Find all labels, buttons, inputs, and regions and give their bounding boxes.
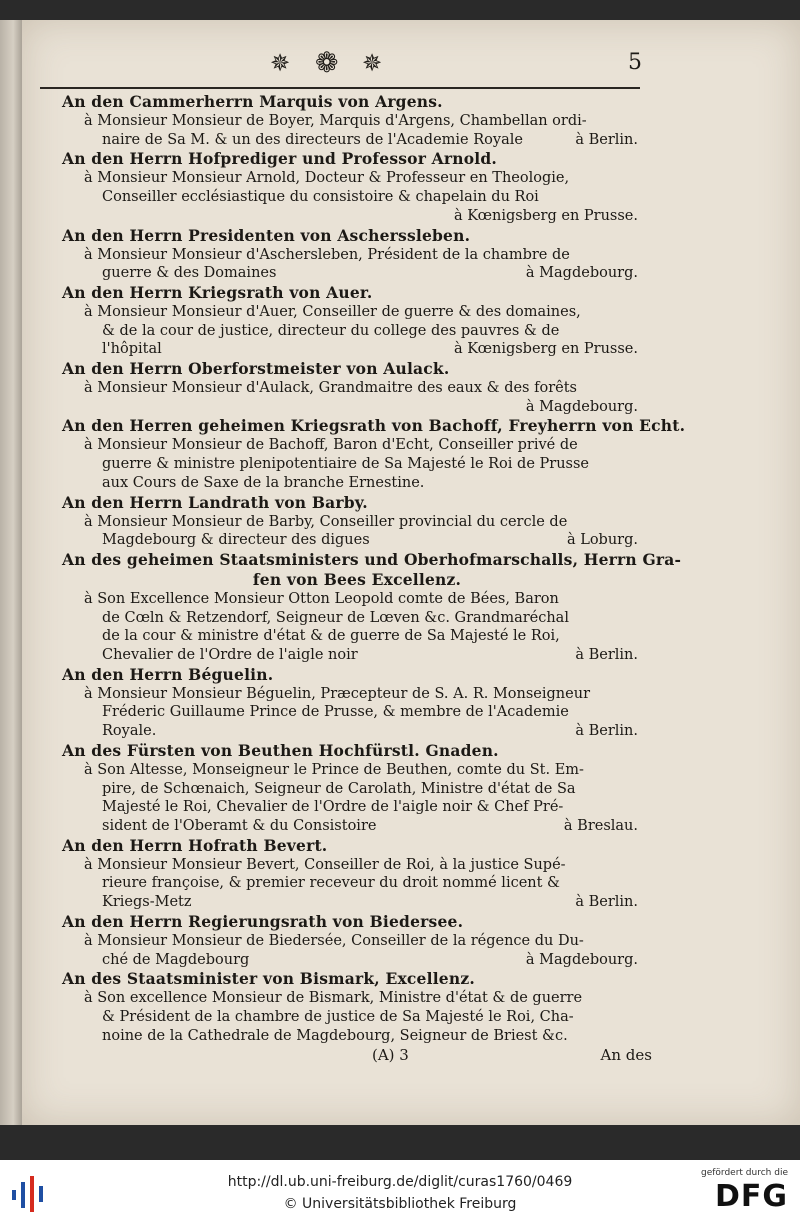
address-text: à Son Excellence Monsieur Otton Leopold comte de Bées, Baron: [84, 590, 559, 607]
entry-heading: An den Herrn Hofprediger und Professor Arnold.: [62, 149, 498, 169]
page-content: [62, 92, 686, 1065]
address-line: [62, 646, 652, 665]
directory-entry: [62, 665, 652, 741]
address-text: de la cour & ministre d'état & de guerre de Sa Majesté le Roi,: [102, 628, 560, 645]
address-line: [62, 303, 652, 322]
entry-heading: An den Cammerherrn Marquis von Argens.: [62, 92, 443, 111]
address-line: [62, 246, 652, 265]
directory-entry: [62, 836, 652, 912]
address-text: noine de la Cathedrale de Magdebourg, Seigneur de Briest &c.: [102, 1027, 568, 1044]
address-place: à Magdebourg.: [525, 951, 638, 968]
address-line: [62, 685, 652, 704]
address-line: [62, 590, 652, 609]
address-line: [62, 609, 652, 628]
address-place: à Kœnigsberg en Prusse.: [453, 207, 638, 224]
entry-heading: An den Herrn Oberforstmeister von Aulack.: [62, 359, 450, 379]
address-text: Magdebourg & directeur des digues: [102, 532, 370, 549]
address-text: Conseiller ecclésiastique du consistoire & chapelain du Roi: [102, 189, 539, 206]
address-line: [62, 1008, 652, 1027]
address-line: [62, 188, 652, 207]
directory-entry: [62, 493, 652, 550]
directory-entry: [62, 283, 652, 359]
address-place: à Berlin.: [575, 723, 638, 740]
entry-heading: An den Herrn Hofrath Bevert.: [62, 835, 328, 855]
address-line: [62, 112, 652, 131]
entry-heading: An den Herrn Kriegsrath von Auer.: [62, 282, 373, 302]
address-line: [62, 513, 652, 532]
address-text: Kriegs-Metz: [102, 894, 192, 911]
address-place: à Berlin.: [575, 894, 638, 911]
address-text: l'hôpital: [102, 341, 162, 358]
address-line: [62, 780, 652, 799]
entry-heading: An des Fürsten von Beuthen Hochfürstl. Gnaden.: [62, 740, 499, 760]
address-place: à Berlin.: [575, 647, 638, 664]
copyright-notice: © Universitätsbibliothek Freiburg: [283, 1196, 517, 1212]
address-line: [62, 761, 652, 780]
entry-heading: An den Herren geheimen Kriegsrath von Bachoff, Freyherrn von Echt.: [62, 416, 686, 436]
directory-entry: [62, 969, 652, 1045]
address-text: à Monsieur Monsieur de Boyer, Marquis d'Argens, Chambellan ordi-: [84, 113, 587, 129]
address-place: à Magdebourg.: [525, 398, 638, 415]
viewer-footer: [0, 1160, 800, 1220]
address-place: à Loburg.: [566, 532, 638, 549]
address-line: [62, 398, 652, 417]
address-line: [62, 531, 652, 550]
address-line: [62, 951, 652, 970]
address-line: [62, 169, 652, 188]
address-line: [62, 379, 652, 398]
address-text: à Son Altesse, Monseigneur le Prince de Beuthen, comte du St. Em-: [84, 761, 584, 778]
address-line: [62, 703, 652, 722]
address-text: sident de l'Oberamt & du Consistoire: [102, 817, 377, 834]
address-line: [62, 264, 652, 283]
directory-entry: [62, 549, 682, 665]
address-place: à Kœnigsberg en Prusse.: [453, 341, 638, 358]
dfg-logo: DFG: [714, 1179, 788, 1214]
directory-entry: [62, 416, 686, 492]
address-line: [62, 207, 652, 226]
address-line: [62, 856, 652, 875]
address-text: naire de Sa M. & un des directeurs de l'Academie Royale: [102, 131, 523, 148]
address-line: [62, 627, 652, 646]
entry-heading: An den Herrn Regierungsrath von Biedersee.: [62, 911, 464, 931]
entry-heading-continued: fen von Bees Excellenz.: [252, 569, 462, 589]
address-text: Royale.: [102, 723, 157, 740]
address-line: [62, 722, 652, 741]
catchword: An des: [600, 1046, 652, 1065]
address-text: à Monsieur Monsieur d'Aschersleben, Président de la chambre de: [84, 246, 570, 263]
address-text: Fréderic Guillaume Prince de Prusse, & membre de l'Academie: [102, 704, 569, 721]
address-text: à Monsieur Monsieur d'Auer, Conseiller de guerre & des domaines,: [84, 303, 581, 320]
address-text: guerre & ministre plenipotentiaire de Sa Majesté le Roi de Prusse: [102, 456, 589, 473]
address-text: Majesté le Roi, Chevalier de l'Ordre de l'aigle noir & Chef Pré-: [102, 799, 564, 816]
directory-entry: [62, 92, 652, 149]
address-place: à Magdebourg.: [525, 265, 638, 282]
page-edge: [0, 20, 22, 1125]
address-text: & de la cour de justice, directeur du college des pauvres & de: [102, 322, 560, 339]
address-line: [62, 989, 652, 1008]
page-number: 5: [628, 50, 642, 75]
address-text: pire, de Schœnaich, Seigneur de Carolath, Ministre d'état de Sa: [102, 780, 576, 797]
address-text: à Monsieur Monsieur d'Aulack, Grandmaitre des eaux & des forêts: [84, 380, 577, 397]
directory-entry: [62, 149, 652, 225]
address-place: à Berlin.: [575, 131, 638, 148]
entry-heading: An des geheimen Staatsministers und Oberhofmarschalls, Herrn Gra-: [62, 549, 682, 569]
address-text: Chevalier de l'Ordre de l'aigle noir: [102, 647, 358, 664]
address-line: [62, 1027, 652, 1046]
address-text: à Monsieur Monsieur de Biedersée, Conseiller de la régence du Du-: [84, 932, 584, 949]
address-text: de Cœln & Retzendorf, Seigneur de Lœven &c. Grandmaréchal: [102, 609, 569, 626]
header-rule: [40, 87, 640, 89]
flower-ornament-icon: ❁: [315, 46, 339, 79]
address-text: à Monsieur Monsieur de Bachoff, Baron d'Echt, Conseiller privé de: [84, 437, 578, 454]
address-text: à Monsieur Monsieur Arnold, Docteur & Professeur en Theologie,: [84, 170, 570, 187]
address-line: [62, 798, 652, 817]
address-text: à Son excellence Monsieur de Bismark, Ministre d'état & de guerre: [84, 990, 583, 1007]
address-text: à Monsieur Monsieur Béguelin, Præcepteur de S. A. R. Monseigneur: [84, 685, 590, 702]
directory-entry: [62, 226, 652, 283]
address-line: [62, 340, 652, 359]
address-place: à Breslau.: [563, 817, 638, 834]
directory-entry: [62, 912, 652, 969]
address-line: [62, 455, 652, 474]
address-line: [62, 932, 652, 951]
address-text: aux Cours de Saxe de la branche Ernestine.: [102, 474, 425, 491]
funder-note: gefördert durch die: [701, 1168, 788, 1178]
address-text: rieure françoise, & premier receveur du droit nommé licent &: [102, 875, 560, 892]
address-line: [62, 474, 652, 493]
address-text: à Monsieur Monsieur de Barby, Conseiller provincial du cercle de: [84, 513, 568, 530]
star-ornament-icon: ✵: [270, 49, 291, 77]
address-line: [62, 436, 652, 455]
address-line: [62, 131, 652, 150]
entry-heading: An den Herrn Béguelin.: [62, 664, 274, 684]
directory-entry: [62, 741, 652, 836]
catchword-row: [62, 1045, 652, 1065]
entry-heading: An des Staatsminister von Bismark, Excellenz.: [62, 969, 475, 989]
signature-mark: (A) 3: [372, 1046, 409, 1065]
address-line: [62, 893, 652, 912]
address-text: & Président de la chambre de justice de Sa Majesté le Roi, Cha-: [102, 1008, 574, 1025]
page-header: [40, 48, 660, 84]
address-line: [62, 322, 652, 341]
entry-heading: An den Herrn Presidenten von Ascherssleben.: [62, 225, 471, 245]
address-line: [62, 874, 652, 893]
directory-entry: [62, 359, 652, 416]
permalink-url[interactable]: http://dl.ub.uni-freiburg.de/diglit/curas1760/0469: [227, 1174, 573, 1190]
address-line: [62, 817, 652, 836]
address-text: à Monsieur Monsieur Bevert, Conseiller de Roi, à la justice Supé-: [84, 856, 566, 873]
star-ornament-icon: ✵: [362, 49, 383, 77]
entry-heading: An den Herrn Landrath von Barby.: [62, 492, 368, 512]
address-text: ché de Magdebourg: [102, 951, 250, 968]
address-text: guerre & des Domaines: [102, 265, 277, 282]
